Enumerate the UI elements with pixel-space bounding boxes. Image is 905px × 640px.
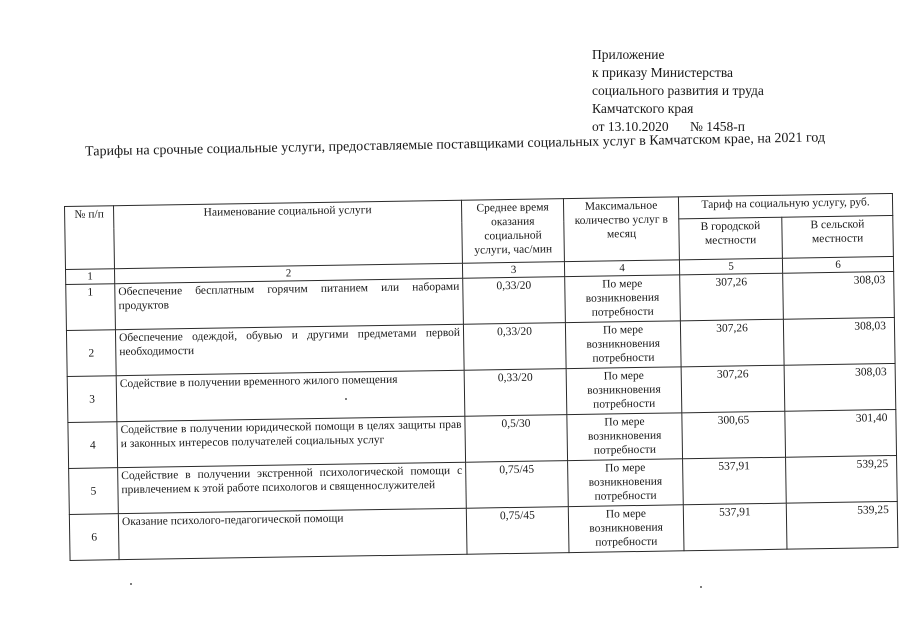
annex-number: № 1458-п: [689, 119, 745, 134]
row-qty: По мере возникновения потребности: [565, 275, 681, 323]
row-service-name: Содействие в получении юридической помощи в целях защиты прав и законных интересов получателей социальных услуг: [117, 416, 466, 467]
row-qty: По мере возникновения потребности: [565, 321, 681, 369]
row-qty: По мере возникновения потребности: [567, 413, 683, 461]
row-urban-tariff: 537,91: [683, 503, 787, 551]
row-qty: По мере возникновения потребности: [566, 367, 682, 415]
row-rural-tariff: 308,03: [784, 363, 896, 411]
index-cell: 4: [564, 260, 679, 277]
row-rural-tariff: 308,03: [783, 317, 895, 365]
header-urban: В городской местности: [679, 218, 783, 260]
row-qty: По мере возникновения потребности: [568, 505, 684, 553]
annex-date: от 13.10.2020: [592, 119, 669, 134]
row-num: 4: [68, 422, 118, 469]
row-service-name: Обеспечение одеждой, обувью и другими предметами первой необходимости: [115, 324, 464, 375]
index-cell: 6: [782, 256, 893, 273]
annex-line-4: Камчатского края: [592, 101, 694, 116]
index-cell: 1: [65, 269, 114, 285]
row-time: 0,75/45: [466, 507, 569, 555]
row-urban-tariff: 307,26: [680, 319, 784, 367]
row-service-name: Обеспечение бесплатным горячим питанием или наборами продуктов: [115, 278, 464, 329]
row-qty: По мере возникновения потребности: [568, 459, 684, 507]
row-time: 0,33/20: [463, 277, 566, 325]
annex-line-2: к приказу Министерства: [592, 65, 734, 80]
row-num: 1: [66, 284, 116, 331]
row-time: 0,33/20: [464, 369, 567, 417]
header-avg-time: Среднее время оказания социальной услуги, час/мин: [461, 199, 564, 264]
scan-speck: [345, 398, 347, 400]
row-urban-tariff: 300,65: [682, 411, 786, 459]
row-rural-tariff: 301,40: [785, 409, 897, 457]
row-rural-tariff: 539,25: [786, 455, 898, 503]
annex-block: [592, 46, 764, 136]
row-time: 0,5/30: [465, 415, 568, 463]
header-num: № п/п: [65, 206, 115, 270]
row-num: 3: [67, 376, 117, 423]
row-urban-tariff: 307,26: [680, 273, 784, 321]
document-title: Тарифы на срочные социальные услуги, предоставляемые поставщиками социальных услуг в Камчатском крае, на 2021 год: [84, 130, 826, 160]
row-time: 0,33/20: [463, 323, 566, 371]
row-service-name: Оказание психолого-педагогической помощи: [118, 508, 467, 559]
row-time: 0,75/45: [466, 461, 569, 509]
row-num: 5: [69, 468, 119, 515]
index-cell: 2: [114, 263, 462, 283]
tariff-table-wrap: [64, 193, 898, 561]
row-num: 2: [66, 330, 116, 377]
annex-line-3: социального развития и труда: [592, 83, 764, 98]
header-rural: В сельской местности: [782, 216, 894, 258]
row-rural-tariff: 539,25: [786, 501, 898, 549]
row-service-name: Содействие в получении экстренной психологической помощи с привлечением к этой работе психологов и священнослужителей: [118, 462, 467, 513]
header-max-qty: Максимальное количество услуг в месяц: [563, 197, 679, 262]
index-cell: 5: [679, 258, 782, 275]
row-num: 6: [69, 514, 119, 561]
row-urban-tariff: 307,26: [681, 365, 785, 413]
row-urban-tariff: 537,91: [683, 457, 787, 505]
tariff-table: [64, 193, 898, 561]
index-cell: 3: [462, 262, 564, 279]
header-tariff: Тариф на социальную услугу, руб.: [678, 193, 892, 219]
scan-speck: [700, 586, 702, 588]
header-name: Наименование социальной услуги: [114, 200, 463, 268]
annex-line-1: Приложение: [592, 47, 665, 62]
scan-speck: [130, 583, 132, 585]
row-service-name: Содействие в получении временного жилого помещения: [116, 370, 465, 421]
row-rural-tariff: 308,03: [783, 271, 895, 319]
